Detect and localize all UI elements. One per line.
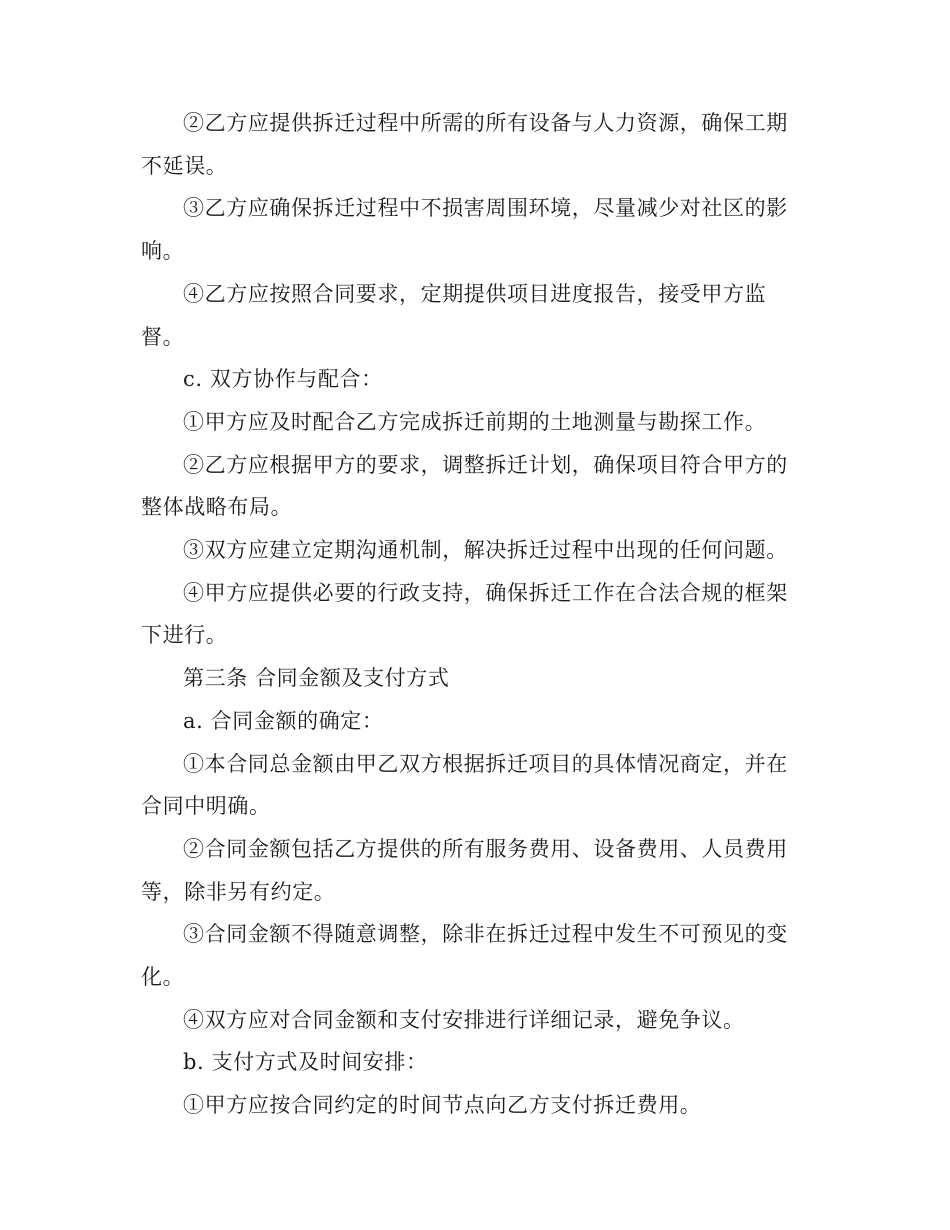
paragraph-a1-total-amount: ①本合同总金额由甲乙双方根据拆迁项目的具体情况商定，并在合同中明确。 — [141, 751, 788, 819]
article-heading-three: 第三条 合同金额及支付方式 — [183, 666, 450, 691]
paragraph-c1-survey: ①甲方应及时配合乙方完成拆迁前期的土地测量与勘探工作。 — [183, 409, 767, 434]
paragraph-c2-plan-adjustment: ②乙方应根据甲方的要求，调整拆迁计划，确保项目符合甲方的整体战略布局。 — [141, 452, 788, 520]
section-heading-b-payment: b. 支付方式及时间安排： — [183, 1050, 428, 1075]
paragraph-a3-no-adjustment: ③合同金额不得随意调整，除非在拆迁过程中发生不可预见的变化。 — [141, 922, 788, 990]
paragraph-b1-payment-schedule: ①甲方应按合同约定的时间节点向乙方支付拆迁费用。 — [183, 1093, 702, 1118]
paragraph-b2-equipment-labor: ②乙方应提供拆迁过程中所需的所有设备与人力资源，确保工期不延误。 — [141, 111, 788, 178]
paragraph-c3-communication: ③双方应建立定期沟通机制，解决拆迁过程中出现的任何问题。 — [183, 538, 788, 563]
paragraph-c4-admin-support: ④甲方应提供必要的行政支持，确保拆迁工作在合法合规的框架下进行。 — [141, 580, 788, 648]
paragraph-b3-environment: ③乙方应确保拆迁过程中不损害周围环境，尽量减少对社区的影响。 — [141, 196, 788, 264]
section-heading-a-amount: a. 合同金额的确定： — [183, 708, 384, 733]
document-body — [141, 102, 801, 1127]
paragraph-a2-amount-scope: ②合同金额包括乙方提供的所有服务费用、设备费用、人员费用等，除非另有约定。 — [141, 836, 788, 904]
section-heading-c-cooperation: c. 双方协作与配合： — [183, 367, 383, 392]
paragraph-b4-progress-report: ④乙方应按照合同要求，定期提供项目进度报告，接受甲方监督。 — [141, 281, 767, 349]
paragraph-a4-records: ④双方应对合同金额和支付安排进行详细记录，避免争议。 — [183, 1007, 745, 1032]
